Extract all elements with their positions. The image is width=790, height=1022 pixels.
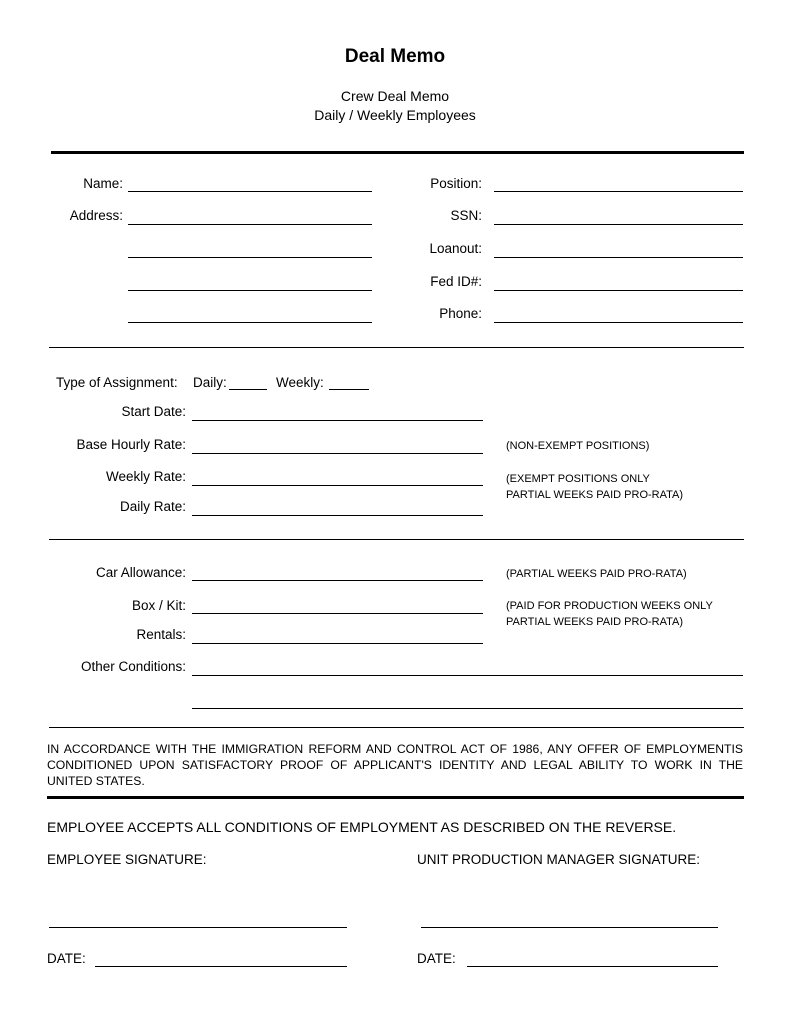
page-subtitle-2: Daily / Weekly Employees <box>314 107 476 123</box>
address-field-line-1[interactable] <box>128 224 372 225</box>
car-allowance-field[interactable] <box>192 580 483 581</box>
daily-rate-label: Daily Rate: <box>119 499 186 514</box>
ssn-label: SSN: <box>450 208 482 223</box>
header-divider <box>51 151 744 154</box>
upm-signature-field[interactable] <box>421 927 718 928</box>
daily-label: Daily: <box>193 375 227 390</box>
section-divider-1 <box>49 347 744 348</box>
weekly-rate-field[interactable] <box>192 485 483 486</box>
phone-field[interactable] <box>494 322 743 323</box>
address-field-line-2[interactable] <box>128 257 372 258</box>
start-date-field[interactable] <box>192 420 483 421</box>
other-conditions-label: Other Conditions: <box>80 659 186 674</box>
box-kit-note-line-2: PARTIAL WEEKS PAID PRO-RATA) <box>506 616 684 628</box>
page-title: Deal Memo <box>344 46 446 67</box>
box-kit-field[interactable] <box>192 613 483 614</box>
loanout-label: Loanout: <box>429 241 482 256</box>
daily-field[interactable] <box>229 389 267 390</box>
address-field-line-4[interactable] <box>128 322 372 323</box>
immigration-notice: IN ACCORDANCE WITH THE IMMIGRATION REFORM AND CONTROL ACT OF 1986, ANY OFFER OF EMPLOYMENTIS CONDITIONED UPON SATISFACTORY PROOF OF APPLICANT'S IDENTITY AND LEGAL ABILITY TO WORK IN THE UNITED STATES. <box>47 742 743 788</box>
rentals-label: Rentals: <box>136 627 186 642</box>
car-allowance-note: (PARTIAL WEEKS PAID PRO-RATA) <box>506 568 687 580</box>
employee-date-field[interactable] <box>95 966 347 967</box>
section-divider-3 <box>49 727 744 728</box>
upm-signature-label: UNIT PRODUCTION MANAGER SIGNATURE: <box>417 852 701 867</box>
start-date-label: Start Date: <box>121 404 186 419</box>
fed-id-label: Fed ID#: <box>430 274 482 289</box>
upm-date-label: DATE: <box>417 951 456 966</box>
name-label: Name: <box>83 176 123 191</box>
position-field[interactable] <box>494 191 743 192</box>
acceptance-statement: EMPLOYEE ACCEPTS ALL CONDITIONS OF EMPLOYMENT AS DESCRIBED ON THE REVERSE. <box>47 819 677 835</box>
base-hourly-rate-label: Base Hourly Rate: <box>76 437 186 452</box>
name-field[interactable] <box>128 191 372 192</box>
page-subtitle-1: Crew Deal Memo <box>340 88 450 104</box>
weekly-field[interactable] <box>329 389 369 390</box>
position-label: Position: <box>430 176 482 191</box>
employee-signature-label: EMPLOYEE SIGNATURE: <box>47 852 207 867</box>
type-of-assignment-label: Type of Assignment: <box>56 375 178 390</box>
weekly-label: Weekly: <box>276 375 324 390</box>
upm-date-field[interactable] <box>467 966 718 967</box>
ssn-field[interactable] <box>494 224 743 225</box>
employee-signature-field[interactable] <box>49 927 347 928</box>
car-allowance-label: Car Allowance: <box>95 565 186 580</box>
phone-label: Phone: <box>439 306 482 321</box>
section-divider-2 <box>49 539 744 540</box>
box-kit-note-line-1: (PAID FOR PRODUCTION WEEKS ONLY <box>506 600 713 612</box>
daily-rate-field[interactable] <box>192 515 483 516</box>
box-kit-label: Box / Kit: <box>131 598 186 613</box>
rentals-field[interactable] <box>192 643 483 644</box>
exempt-note-line-2: PARTIAL WEEKS PAID PRO-RATA) <box>506 489 684 501</box>
employee-date-label: DATE: <box>47 951 86 966</box>
other-conditions-field-line-1[interactable] <box>192 675 743 676</box>
notice-divider <box>47 796 744 799</box>
fed-id-field[interactable] <box>494 290 743 291</box>
exempt-note-line-1: (EXEMPT POSITIONS ONLY <box>506 473 650 485</box>
loanout-field[interactable] <box>494 257 743 258</box>
base-hourly-rate-field[interactable] <box>192 453 483 454</box>
address-label: Address: <box>69 208 123 223</box>
weekly-rate-label: Weekly Rate: <box>105 469 186 484</box>
non-exempt-note: (NON-EXEMPT POSITIONS) <box>506 440 650 452</box>
address-field-line-3[interactable] <box>128 290 372 291</box>
other-conditions-field-line-2[interactable] <box>192 708 743 709</box>
